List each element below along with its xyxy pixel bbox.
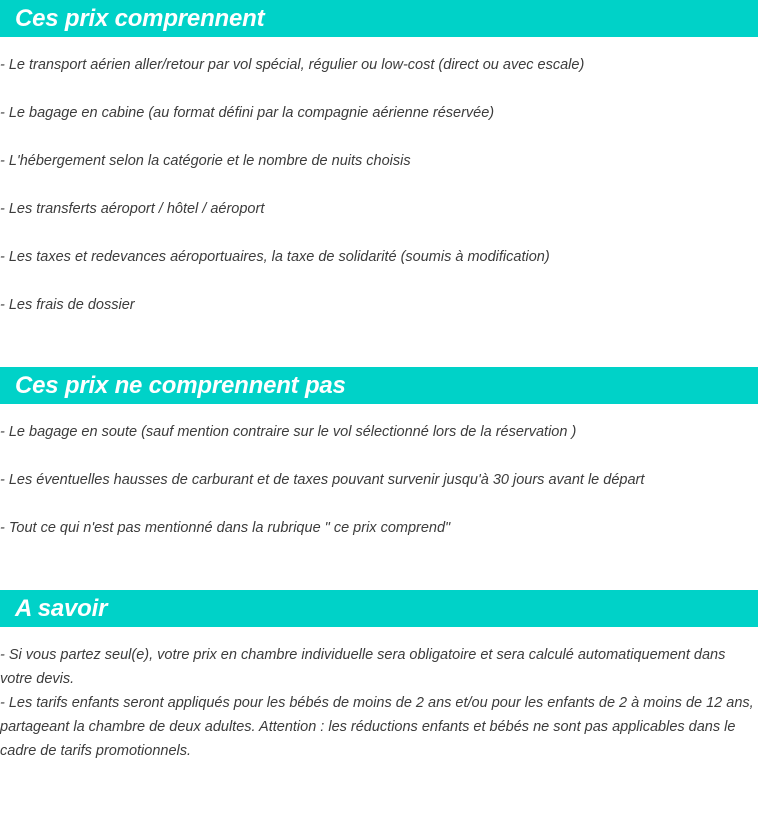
info-paragraph-child-rates: - Les tarifs enfants seront appliqués pour les bébés de moins de 2 ans et/ou pour les enfants de 2 à moins de 12 ans, partageant la chambre de deux adultes. Attention : les réductions enfants et bébés ne sont pas applicables dans le cadre de tarifs promotionnels. bbox=[0, 695, 754, 759]
included-item-taxes: - Les taxes et redevances aéroportuaires, la taxe de solidarité (soumis à modification) bbox=[0, 249, 550, 265]
included-item-fees: - Les frais de dossier bbox=[0, 297, 135, 313]
excluded-item-hold-baggage: - Le bagage en soute (sauf mention contraire sur le vol sélectionné lors de la réservation ) bbox=[0, 424, 577, 440]
section-header-good-to-know bbox=[0, 590, 758, 627]
included-item-accommodation: - L'hébergement selon la catégorie et le nombre de nuits choisis bbox=[0, 153, 411, 169]
section-header-not-included bbox=[0, 367, 758, 404]
section-title-not-included: Ces prix ne comprennent pas bbox=[15, 372, 346, 399]
excluded-item-fuel-increase: - Les éventuelles hausses de carburant et de taxes pouvant survenir jusqu'à 30 jours avant le départ bbox=[0, 472, 645, 488]
section-title-included: Ces prix comprennent bbox=[15, 5, 265, 32]
included-item-transfers: - Les transferts aéroport / hôtel / aéroport bbox=[0, 201, 265, 217]
included-item-cabin-baggage: - Le bagage en cabine (au format défini par la compagnie aérienne réservée) bbox=[0, 105, 495, 121]
excluded-item-other: - Tout ce qui n'est pas mentionné dans la rubrique " ce prix comprend" bbox=[0, 520, 451, 536]
section-header-included bbox=[0, 0, 758, 37]
section-title-good-to-know: A savoir bbox=[15, 595, 108, 622]
included-item-flight: - Le transport aérien aller/retour par vol spécial, régulier ou low-cost (direct ou avec escale) bbox=[0, 57, 585, 73]
info-paragraph-single-supplement: - Si vous partez seul(e), votre prix en chambre individuelle sera obligatoire et sera calculé automatiquement dans votre devis. bbox=[0, 647, 726, 687]
